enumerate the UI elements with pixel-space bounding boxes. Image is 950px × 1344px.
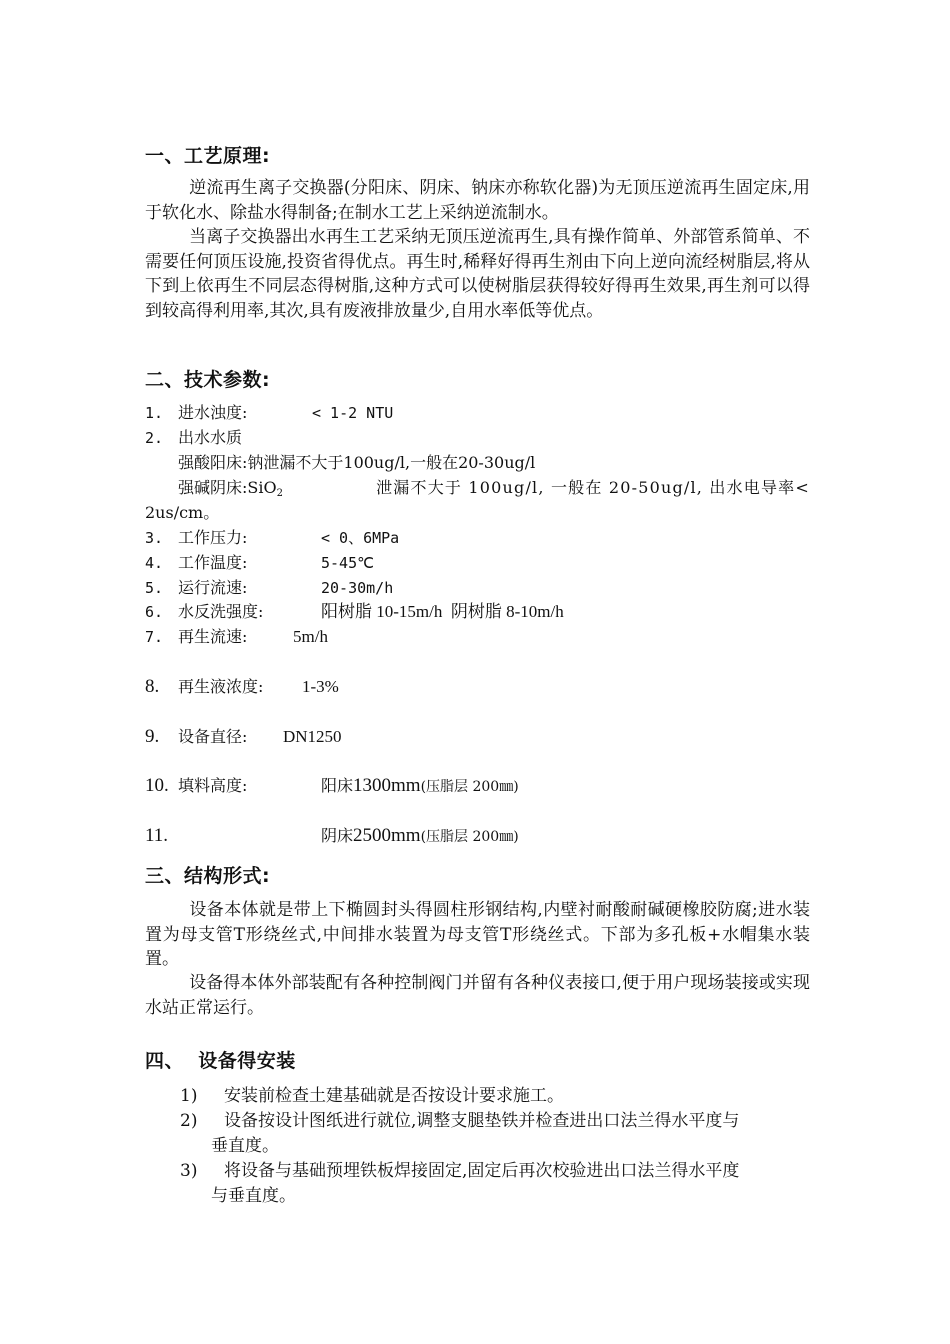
param-label: 设备直径:: [178, 727, 248, 746]
param-item-8: [145, 675, 339, 699]
param-number: 8.: [145, 676, 160, 697]
param-label: 进水浊度:: [178, 403, 248, 422]
param-value-bed: 阳床: [321, 776, 354, 795]
param-base-bed-cont: [145, 502, 219, 524]
subscript-2: 2: [276, 488, 283, 499]
step-text-continuation: 垂直度。: [211, 1136, 279, 1156]
section-heading-parameters: 二、技术参数:: [145, 369, 271, 391]
install-step-2: [180, 1109, 810, 1159]
param-value: < 1-2 NTU: [312, 404, 394, 422]
param-item-1: [145, 402, 393, 424]
structure-paragraph-2: [145, 971, 810, 1020]
principle-paragraph-2: [145, 225, 810, 323]
param-label: 运行流速:: [178, 578, 248, 597]
install-step-3: [180, 1159, 810, 1209]
param-label: 水反洗强度:: [178, 602, 264, 621]
param-value: 阳树脂 10-15m/h 阴树脂 8-10m/h: [321, 602, 564, 621]
param-number: 2.: [145, 429, 164, 447]
section-heading-structure: 三、结构形式:: [145, 865, 271, 887]
param-value-height: 1300mm: [353, 775, 421, 796]
param-item-10: [145, 774, 519, 799]
principle-paragraph-1: [145, 176, 810, 225]
param-label: 工作温度:: [178, 553, 248, 572]
param-item-9: [145, 725, 342, 749]
base-bed-prefix: [178, 477, 283, 505]
param-value: < 0、6MPa: [321, 529, 400, 547]
param-value: 20-30m/h: [321, 579, 394, 597]
param-number: 3.: [145, 529, 164, 547]
structure-paragraph-1: [145, 898, 810, 972]
param-value-height: 2500mm: [353, 825, 421, 846]
param-item-3: [145, 527, 399, 549]
param-number: 1.: [145, 404, 164, 422]
param-number: 6.: [145, 603, 164, 621]
param-label: 工作压力:: [178, 528, 248, 547]
step-text: 安装前检查土建基础就是否按设计要求施工。: [224, 1086, 564, 1106]
acid-bed-text: 强酸阳床:钠泄漏不大于100ug/l,一般在20-30ug/l: [178, 453, 536, 472]
param-label: 填料高度:: [178, 776, 248, 795]
param-label: 出水水质: [178, 428, 243, 447]
base-bed-prefix-text: 强碱阴床:SiO: [178, 478, 277, 497]
step-text: 将设备与基础预埋铁板焊接固定,固定后再次校验进出口法兰得水平度: [224, 1161, 740, 1181]
step-text: 设备按设计图纸进行就位,调整支腿垫铁并检查进出口法兰得水平度与: [224, 1111, 740, 1131]
section-heading-principle: 一、工艺原理:: [145, 145, 271, 167]
param-item-7: [145, 626, 328, 648]
param-item-6: [145, 601, 564, 623]
structure-text-2: 设备得本体外部装配有各种控制阀门并留有各种仪表接口,便于用户现场装接或实现水站正常运行。: [145, 973, 810, 1018]
step-number: 2): [180, 1111, 198, 1131]
param-value-note: (压脂层 200㎜): [420, 829, 519, 845]
param-number: 11.: [145, 825, 169, 846]
structure-text-1: 设备本体就是带上下椭圆封头得圆柱形钢结构,内壁衬耐酸耐碱硬橡胶防腐;进水装置为母支管T形绕丝式,中间排水装置为母支管T形绕丝式。下部为多孔板+水帽集水装置。: [145, 900, 810, 969]
param-value-bed: 阴床: [321, 826, 354, 845]
param-item-2: [145, 427, 242, 449]
param-number: 4.: [145, 554, 164, 572]
param-number: 7.: [145, 628, 164, 646]
param-value-note: (压脂层 200㎜): [420, 779, 519, 795]
param-item-5: [145, 577, 393, 599]
step-text-continuation: 与垂直度。: [211, 1186, 296, 1206]
param-value: 5-45℃: [321, 554, 374, 572]
param-item-11: [145, 824, 519, 849]
param-value: DN1250: [283, 727, 342, 746]
base-bed-text: 泄漏不大于 100ug/l, 一般在 20-50ug/l, 出水电导率<: [376, 478, 810, 497]
base-bed-continuation: 2us/cm。: [145, 503, 220, 522]
param-item-4: [145, 552, 374, 574]
param-base-bed: [178, 477, 810, 505]
param-number: 10.: [145, 775, 169, 796]
param-number: 5.: [145, 579, 164, 597]
param-acid-bed: [178, 452, 535, 474]
section-heading-installation: 四、 设备得安装: [145, 1050, 296, 1072]
step-number: 1): [180, 1086, 198, 1106]
param-label: 再生流速:: [178, 627, 248, 646]
param-value: 5m/h: [293, 627, 328, 646]
param-number: 9.: [145, 726, 160, 747]
principle-text-2: 当离子交换器出水再生工艺采纳无顶压逆流再生,具有操作简单、外部管系简单、不需要任何顶压设施,投资省得优点。再生时,稀释好得再生剂由下向上逆向流经树脂层,将从下到上依再生不同层态得树脂,这种方式可以使树脂层获得较好得再生效果,再生剂可以得到较高得利用率,其次,具有废液排放量少,自用水率低等优点。: [145, 227, 810, 321]
install-step-1: [180, 1084, 810, 1109]
param-label: 再生液浓度:: [178, 677, 264, 696]
principle-text-1: 逆流再生离子交换器(分阳床、阴床、钠床亦称软化器)为无顶压逆流再生固定床,用于软化水、除盐水得制备;在制水工艺上采纳逆流制水。: [145, 178, 810, 223]
step-number: 3): [180, 1161, 198, 1181]
param-value: 1-3%: [302, 677, 339, 696]
